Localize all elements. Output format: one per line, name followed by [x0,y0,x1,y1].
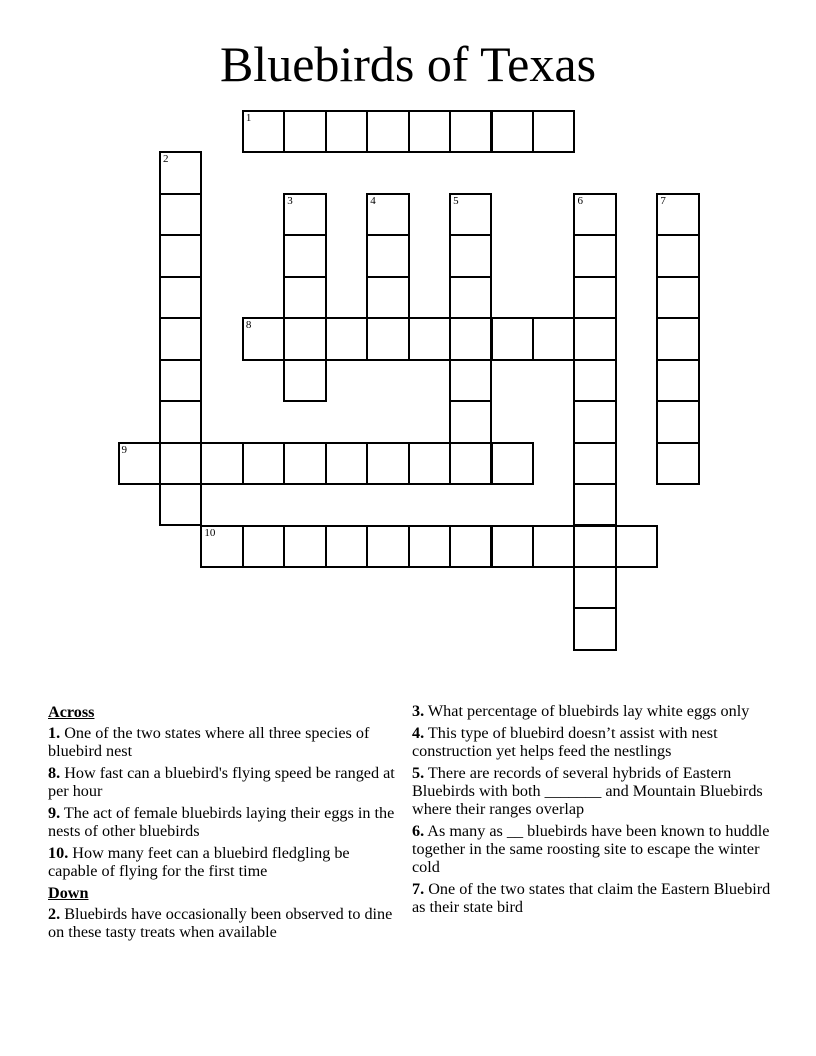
grid-cell[interactable] [449,110,492,153]
grid-cell[interactable] [532,317,575,360]
grid-cell[interactable] [283,359,326,402]
grid-cell[interactable] [366,234,409,277]
grid-cell[interactable] [573,193,616,236]
grid-cell[interactable] [366,110,409,153]
grid-cell[interactable] [325,442,368,485]
grid-cell[interactable] [366,317,409,360]
grid-cell[interactable] [200,525,243,568]
clue-across-1 [48,724,398,760]
clue-column-left [48,702,398,945]
clue-text: Bluebirds have occasionally been observed to dine on these tasty treats when available [48,905,393,941]
grid-cell[interactable] [573,276,616,319]
clue-number: 3. [412,702,425,720]
grid-cell[interactable] [449,234,492,277]
grid-cell[interactable] [283,276,326,319]
grid-cell[interactable] [159,442,202,485]
clue-number: 7. [412,880,425,898]
grid-cell[interactable] [656,276,699,319]
cell-number: 6 [577,194,583,207]
grid-cell[interactable] [656,234,699,277]
grid-cell[interactable] [449,442,492,485]
cell-number: 7 [660,194,666,207]
grid-cell[interactable] [283,525,326,568]
grid-cell[interactable] [408,110,451,153]
cell-number: 3 [287,194,293,207]
grid-cell[interactable] [159,276,202,319]
clue-text: What percentage of bluebirds lay white eggs only [427,702,750,720]
grid-cell[interactable] [491,317,534,360]
cell-number: 8 [245,319,252,332]
grid-cell[interactable] [283,317,326,360]
grid-cell[interactable] [366,276,409,319]
clue-text: One of the two states where all three species of bluebird nest [48,724,370,760]
clue-text: This type of bluebird doesn’t assist with nest construction yet helps feed the nestlings [412,724,718,760]
cell-number: 1 [245,112,252,124]
grid-cell[interactable] [656,193,699,236]
clue-number: 4. [412,724,425,742]
grid-cell[interactable] [449,193,492,236]
grid-cell[interactable] [573,400,616,443]
clue-text: How many feet can a bluebird fledgling be capable of flying for the first time [48,844,350,880]
grid-cell[interactable] [283,234,326,277]
grid-cell[interactable] [656,359,699,402]
down-heading: Down [48,884,89,902]
clue-text: There are records of several hybrids of Eastern Bluebirds with both _______ and Mountain Bluebirds where their ranges overlap [412,764,763,818]
grid-cell[interactable] [159,193,202,236]
grid-cell[interactable] [283,110,326,153]
grid-cell[interactable] [491,442,534,485]
grid-cell[interactable] [159,151,202,194]
grid-cell[interactable] [118,442,161,485]
grid-cell[interactable] [159,359,202,402]
cell-number: 9 [121,443,127,456]
grid-cell[interactable] [242,110,285,153]
grid-cell[interactable] [573,566,616,609]
grid-cell[interactable] [283,442,326,485]
grid-cell[interactable] [532,110,575,153]
grid-cell[interactable] [656,317,699,360]
cell-number: 2 [162,153,169,166]
grid-cell[interactable] [573,317,616,360]
grid-cell[interactable] [491,110,534,153]
clue-text: As many as __ bluebirds have been known to huddle together in the same roosting site to escape the winter cold [412,822,770,876]
grid-cell[interactable] [573,359,616,402]
clue-number: 6. [412,822,425,840]
grid-cell[interactable] [573,483,616,526]
grid-cell[interactable] [242,525,285,568]
clue-down-3 [412,702,772,720]
grid-cell[interactable] [449,276,492,319]
clue-number: 1. [48,724,61,742]
grid-cell[interactable] [656,442,699,485]
clue-down-4 [412,724,772,760]
puzzle-title: Bluebirds of Texas [219,36,597,92]
grid-cell[interactable] [408,442,451,485]
grid-cell[interactable] [242,317,285,360]
grid-cell[interactable] [325,525,368,568]
across-heading: Across [48,703,95,721]
clue-number: 8. [48,764,61,782]
grid-cell[interactable] [573,234,616,277]
clue-text: How fast can a bluebird's flying speed be ranged at per hour [48,764,395,800]
grid-cell[interactable] [491,525,534,568]
clue-text: The act of female bluebirds laying their eggs in the nests of other bluebirds [48,804,395,840]
cell-number: 5 [453,194,459,207]
grid-cell[interactable] [615,525,658,568]
grid-cell[interactable] [366,193,409,236]
grid-cell[interactable] [325,317,368,360]
clue-number: 2. [48,905,61,923]
grid-cell[interactable] [408,525,451,568]
grid-cell[interactable] [366,442,409,485]
grid-cell[interactable] [656,400,699,443]
clue-across-8 [48,764,398,800]
grid-cell[interactable] [573,607,616,650]
grid-cell[interactable] [283,193,326,236]
clue-number: 9. [48,804,61,822]
grid-cell[interactable] [408,317,451,360]
clue-across-9 [48,804,398,840]
cell-number: 4 [370,194,376,207]
grid-cell[interactable] [449,400,492,443]
clue-down-6 [412,822,772,876]
grid-cell[interactable] [449,317,492,360]
clue-number: 5. [412,764,425,782]
clue-text: One of the two states that claim the Eastern Bluebird as their state bird [412,880,771,916]
cell-number: 10 [204,526,216,539]
grid-cell[interactable] [200,442,243,485]
grid-cell[interactable] [573,442,616,485]
clue-across-10 [48,844,398,880]
grid-cell[interactable] [159,483,202,526]
grid-cell[interactable] [449,359,492,402]
grid-cell[interactable] [366,525,409,568]
clue-number: 10. [48,844,69,862]
clue-down-2 [48,905,398,941]
grid-cell[interactable] [242,442,285,485]
clue-down-5 [412,764,772,818]
clue-column-right [412,702,772,920]
grid-cell[interactable] [159,234,202,277]
grid-cell[interactable] [449,525,492,568]
grid-cell[interactable] [159,400,202,443]
clue-down-7 [412,880,772,916]
grid-cell[interactable] [573,525,616,568]
grid-cell[interactable] [159,317,202,360]
grid-cell[interactable] [325,110,368,153]
grid-cell[interactable] [532,525,575,568]
